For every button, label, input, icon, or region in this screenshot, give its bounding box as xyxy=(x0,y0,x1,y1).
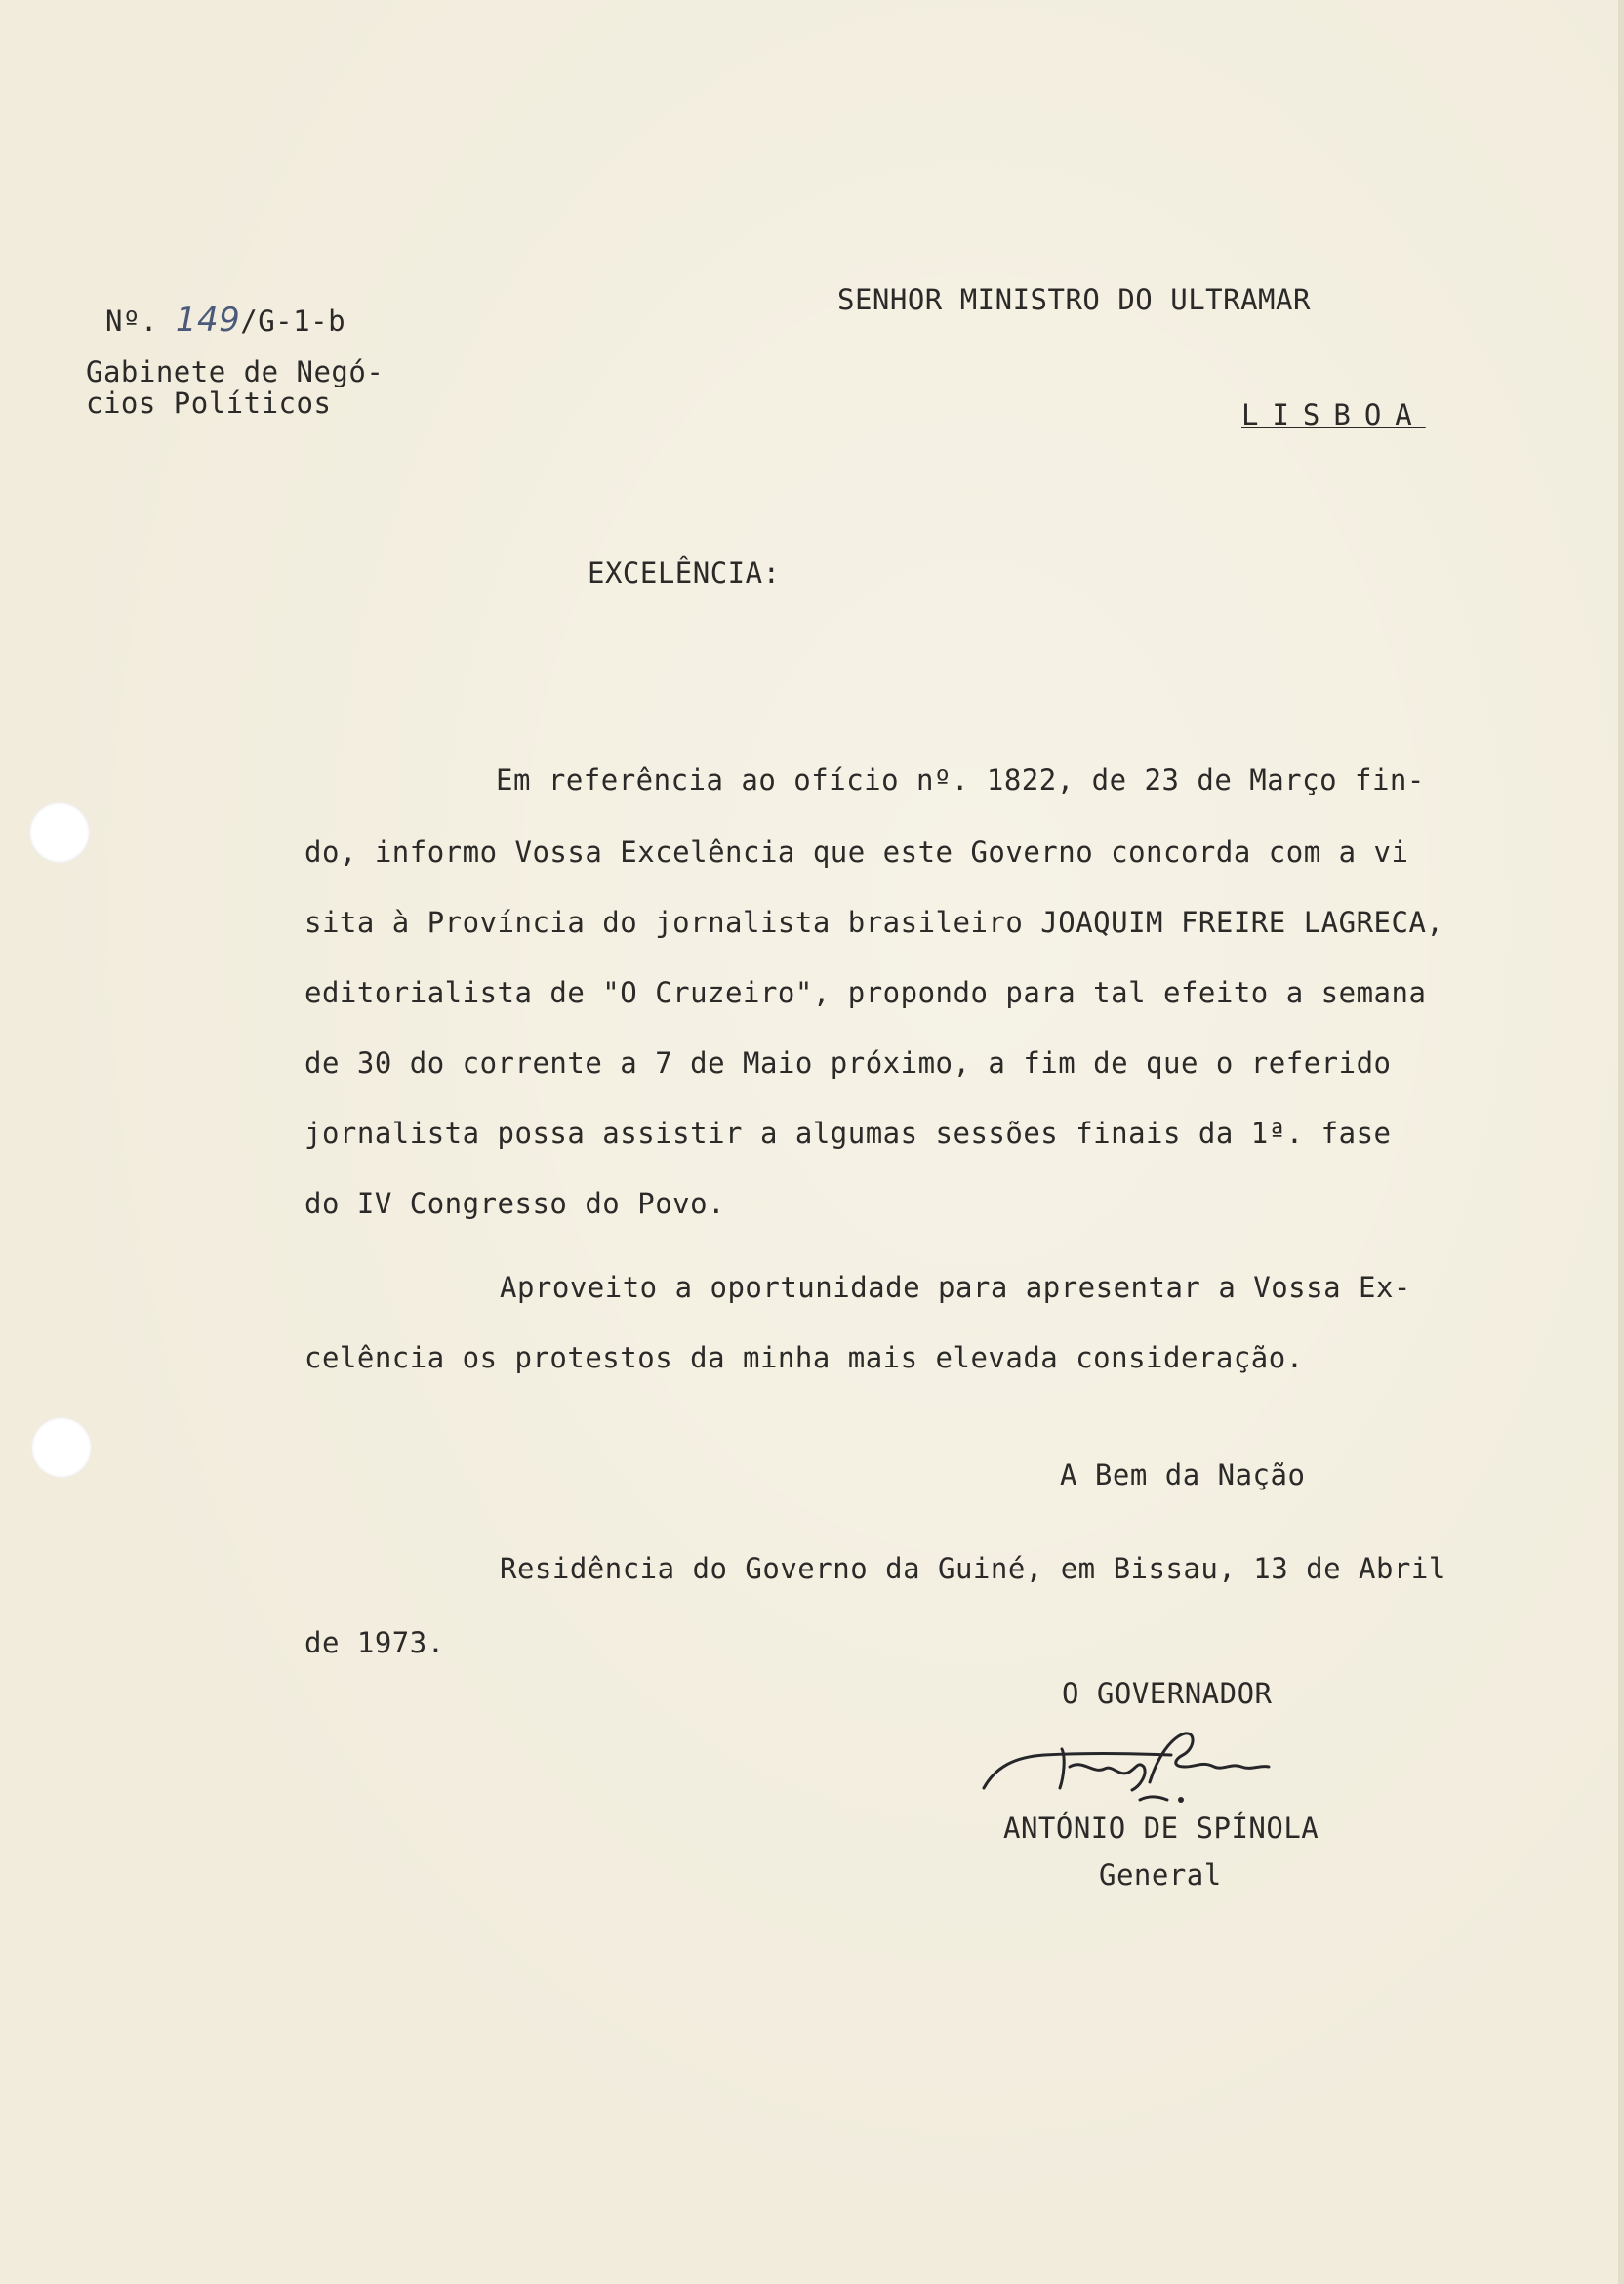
paragraph1-line-4: editorialista de "O Cruzeiro", propondo para tal efeito a semana xyxy=(304,976,1427,1009)
addressee-title: SENHOR MINISTRO DO ULTRAMAR xyxy=(837,283,1311,316)
paragraph1-line-6: jornalista possa assistir a algumas sessões finais da 1ª. fase xyxy=(304,1117,1392,1150)
paragraph1-line-2: do, informo Vossa Excelência que este Governo concorda com a vi xyxy=(304,836,1409,869)
reference-handwritten-number: 149 xyxy=(175,301,241,340)
signatory-role: O GOVERNADOR xyxy=(1062,1677,1273,1710)
signatory-name: ANTÓNIO DE SPÍNOLA xyxy=(1003,1812,1320,1845)
salutation: EXCELÊNCIA: xyxy=(588,556,781,590)
punch-hole-top xyxy=(29,802,90,863)
paragraph1-line-3: sita à Província do jornalista brasileiro JOAQUIM FREIRE LAGRECA, xyxy=(304,906,1444,939)
closing-formula: A Bem da Nação xyxy=(1060,1458,1306,1491)
place-date-line-1: Residência do Governo da Guiné, em Bissau, 13 de Abril xyxy=(500,1552,1446,1585)
reference-number xyxy=(105,301,345,340)
punch-hole-bottom xyxy=(31,1417,92,1478)
paragraph1-line-5: de 30 do corrente a 7 de Maio próximo, a fim de que o referido xyxy=(304,1046,1392,1080)
paragraph2-line-1: Aproveito a oportunidade para apresentar a Vossa Ex- xyxy=(500,1271,1411,1304)
reference-prefix: Nº. xyxy=(105,305,158,338)
signatory-rank: General xyxy=(1099,1858,1222,1892)
department-line-2: cios Políticos xyxy=(86,387,332,420)
handwritten-signature xyxy=(976,1698,1327,1815)
department-line-1: Gabinete de Negó- xyxy=(86,355,385,388)
paragraph1-line-7: do IV Congresso do Povo. xyxy=(304,1187,726,1220)
page-edge xyxy=(1618,0,1624,2284)
paragraph2-line-2: celência os protestos da minha mais elevada consideração. xyxy=(304,1341,1304,1374)
reference-suffix: /G-1-b xyxy=(240,305,346,338)
addressee-city: LISBOA xyxy=(1241,398,1426,431)
place-date-line-2: de 1973. xyxy=(304,1626,445,1659)
paragraph1-line-1: Em referência ao ofício nº. 1822, de 23 de Março fin- xyxy=(496,763,1425,796)
